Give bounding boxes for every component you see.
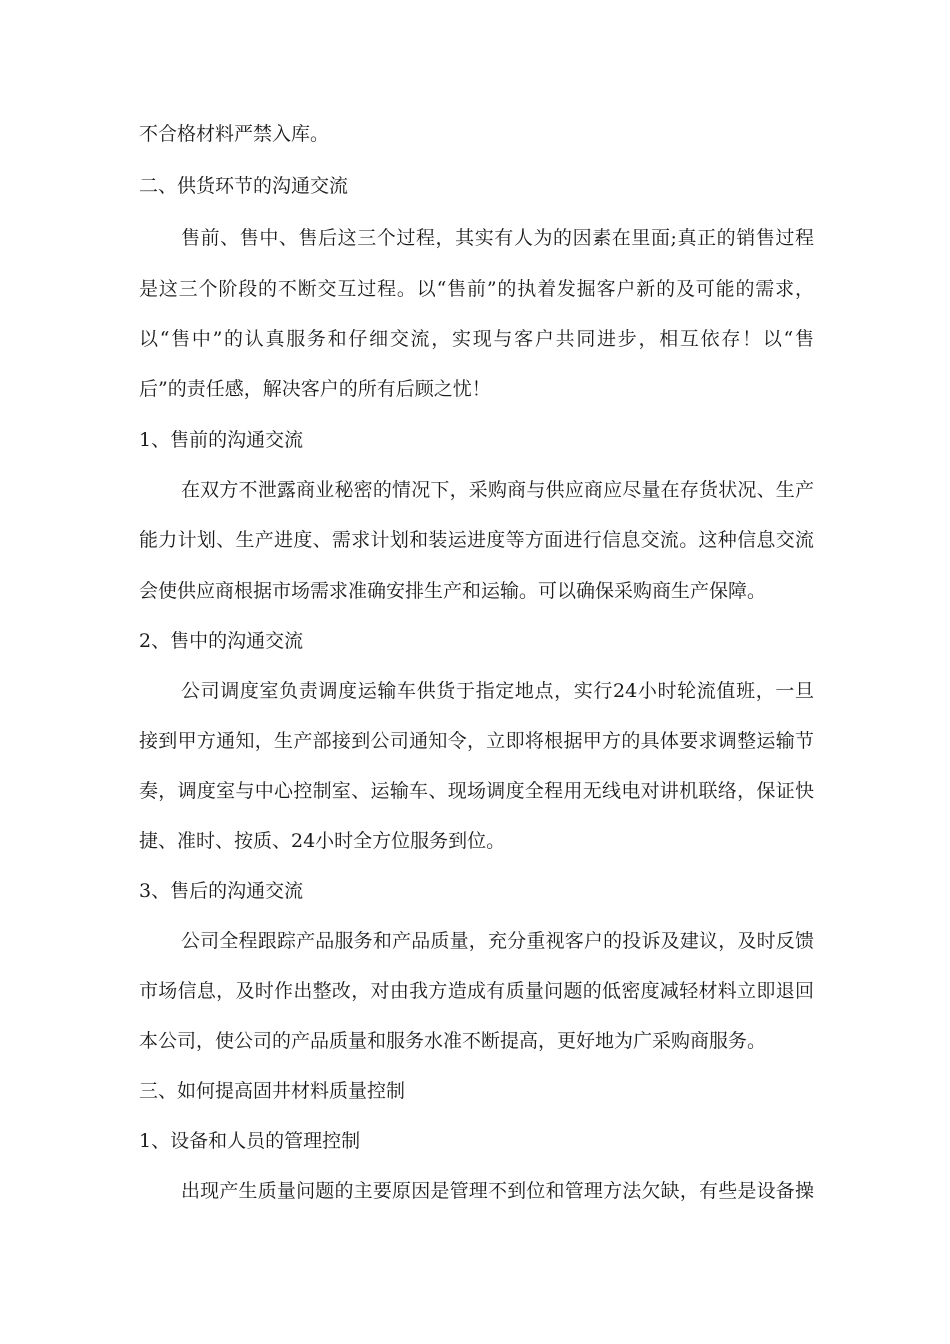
paragraph-line: 后”的责任感，解决客户的所有后顾之忧！ [139, 378, 491, 400]
paragraph-line: 以“售中”的认真服务和仔细交流，实现与客户共同进步，相互依存！以“售 [139, 328, 814, 350]
paragraph-line: 本公司，使公司的产品质量和服务水准不断提高，更好地为广采购商服务。 [139, 1030, 767, 1052]
paragraph-line: 不合格材料严禁入库。 [139, 123, 330, 145]
subsection-heading: 1、设备和人员的管理控制 [139, 1130, 361, 1152]
section-heading: 二、供货环节的沟通交流 [139, 175, 349, 197]
paragraph-line: 奏，调度室与中心控制室、运输车、现场调度全程用无线电对讲机联络，保证快 [139, 780, 814, 802]
subsection-heading: 1、售前的沟通交流 [139, 429, 304, 451]
paragraph-line: 会使供应商根据市场需求准确安排生产和运输。可以确保采购商生产保障。 [139, 580, 767, 602]
paragraph-line: 出现产生质量问题的主要原因是管理不到位和管理方法欠缺，有些是设备操 [181, 1180, 814, 1202]
subsection-heading: 2、售中的沟通交流 [139, 630, 304, 652]
subsection-heading: 3、售后的沟通交流 [139, 880, 304, 902]
paragraph-line: 市场信息，及时作出整改，对由我方造成有质量问题的低密度减轻材料立即退回 [139, 980, 814, 1002]
paragraph-line: 是这三个阶段的不断交互过程。以“售前”的执着发掘客户新的及可能的需求， [139, 278, 814, 300]
section-heading: 三、如何提高固井材料质量控制 [139, 1080, 406, 1102]
paragraph-line: 公司调度室负责调度运输车供货于指定地点，实行24小时轮流值班，一旦 [181, 680, 814, 702]
paragraph-line: 售前、售中、售后这三个过程，其实有人为的因素在里面;真正的销售过程 [181, 227, 814, 249]
paragraph-line: 公司全程跟踪产品服务和产品质量，充分重视客户的投诉及建议，及时反馈 [181, 930, 814, 952]
paragraph-line: 捷、准时、按质、24小时全方位服务到位。 [139, 830, 506, 852]
paragraph-line: 能力计划、生产进度、需求计划和装运进度等方面进行信息交流。这种信息交流 [139, 529, 814, 551]
paragraph-line: 接到甲方通知，生产部接到公司通知令，立即将根据甲方的具体要求调整运输节 [139, 730, 814, 752]
paragraph-line: 在双方不泄露商业秘密的情况下，采购商与供应商应尽量在存货状况、生产 [181, 479, 814, 501]
